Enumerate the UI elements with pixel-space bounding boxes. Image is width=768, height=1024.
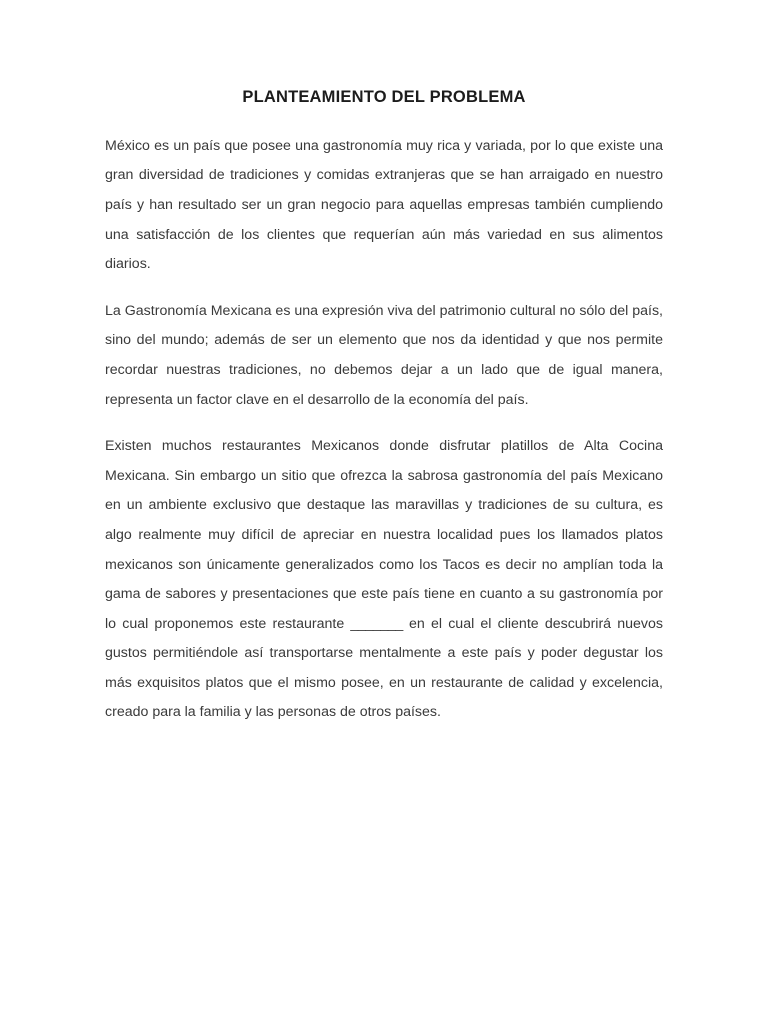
paragraph-intro: México es un país que posee una gastronomía muy rica y variada, por lo que existe una gran diversidad de tradiciones y comidas extranjeras que se han arraigado en nuestro país y han resultado ser un gran negocio para aquellas empresas también cumpliendo una satisfacción de los clientes que requerían aún más variedad en sus alimentos diarios. — [105, 137, 663, 273]
paragraph-gastronomia-mexicana: La Gastronomía Mexicana es una expresión viva del patrimonio cultural no sólo del país, sino del mundo; además de ser un elemento que nos da identidad y que nos permite recordar nuestras tradiciones, no debemos dejar a un lado que de igual manera, representa un factor clave en el desarrollo de la economía del país. — [105, 302, 663, 408]
restaurant-name-blank: _______ — [350, 615, 403, 632]
page-title: PLANTEAMIENTO DEL PROBLEMA — [242, 88, 526, 106]
paragraph-propuesta-part-two: en el cual el cliente descubrirá nuevos gustos permitiéndole así transportarse mentalmente a este país y poder degustar los más exquisitos platos que el mismo posee, en un restaurante de calidad y excelencia, creado para la familia y las personas de otros países. — [105, 615, 663, 721]
paragraph-propuesta-part-one: Existen muchos restaurantes Mexicanos donde disfrutar platillos de Alta Cocina Mexicana. Sin embargo un sitio que ofrezca la sabrosa gastronomía del país Mexicano en un ambiente exclusivo que destaque las maravillas y tradiciones de su cultura, es algo realmente muy difícil de apreciar en nuestra localidad pues los llamados platos mexicanos son únicamente generalizados como los Tacos es decir no amplían toda la gama de sabores y presentaciones que este país tiene en cuanto a su gastronomía por lo cual proponemos este restaurante — [105, 438, 663, 632]
paragraph-propuesta — [105, 432, 663, 728]
document-content — [105, 0, 663, 728]
